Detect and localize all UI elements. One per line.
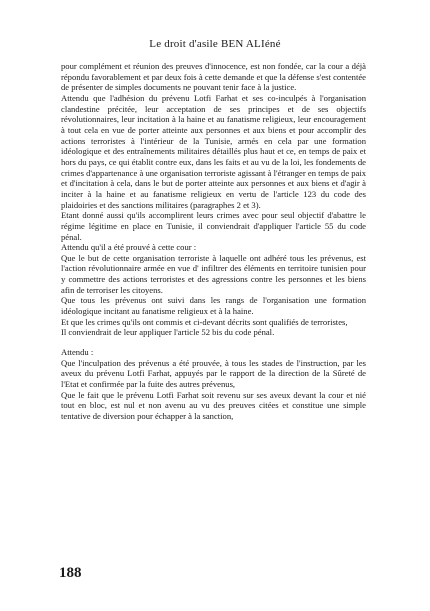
body-text (61, 61, 366, 422)
paragraph: Attendu qu'il a été prouvé à cette cour : (61, 242, 197, 253)
paragraph: Etant donné aussi qu'ils accomplirent leurs crimes avec pour seul objectif d'abattre le régime légitime en place en Tunisie, il conviendrait d'appliquer l'article 55 du code pénal. (61, 210, 366, 242)
paragraph: Attendu que l'adhésion du prévenu Lotfi Farhat et ses co-inculpés à l'organisation clandestine précitée, leur acceptation de ses principes et de ses objectifs révolutionnaires, leur incitation à la haine et au fanatisme religieux, leur encouragement à tout cela en vue de porter atteinte aux personnes et aux biens et pour accomplir des actions terroristes à l'intérieur de la Tunisie, armés en cela par une formation idéologique et des entraînements militaires détaillés plus haut et ce, en temps de paix et hors du pays, ce qui établit contre eux, dans les faits et au vu de la loi, les fondements de crimes d'appartenance à une organisation terroriste agissant à l'étranger en temps de paix et d'incitation à cela, dans le but de porter atteinte aux personnes et aux biens et d'agir à inciter à la haine et au fanatisme religieux en vertu de l'article 123 du code des plaidoiries et des sanctions militaires (paragraphes 2 et 3). (61, 92, 366, 210)
page-number: 188 (59, 565, 82, 581)
paragraph: pour complément et réunion des preuves d'innocence, est non fondée, car la cour a déjà répondu favorablement et par deux fois à cette demande et que la défense s'est contentée de présenter de simples documents ne pouvant tenir face à la justice. (61, 61, 366, 93)
paragraph: Que le but de cette organisation terroriste à laquelle ont adhéré tous les prévenus, est l'action révolutionnaire armée en vue d' infiltrer des éléments en territoire tunisien pour y commettre des actions terroristes et des agressions contre les personnes et les biens afin de terroriser les citoyens. (61, 252, 366, 295)
running-header: Le droit d'asile BEN ALIéné (149, 38, 281, 50)
paragraph: Que le fait que le prévenu Lotfi Farhat soit revenu sur ses aveux devant la cour et nié tout en bloc, est nul et non avenu au vu des preuves citées et constitue une simple tentative de diversion pour échapper à la sanction, (61, 389, 366, 421)
paragraph: Et que les crimes qu'ils ont commis et ci-devant décrits sont qualifiés de terroristes, (61, 316, 348, 327)
paragraph: Que tous les prévenus ont suivi dans les rangs de l'organisation une formation idéologique incitant au fanatisme religieux et à la haine. (61, 295, 366, 317)
paragraph: Attendu : (61, 347, 94, 358)
paragraph: Que l'inculpation des prévenus a été prouvée, à tous les stades de l'instruction, par les aveux du prévenu Lotfi Farhat, appuyés par le rapport de la direction de la Sûreté de l'Etat et confirmée par la fuite des autres prévenus, (61, 357, 366, 390)
paragraph-spacer (61, 338, 366, 347)
paragraph: Il conviendrait de leur appliquer l'article 52 bis du code pénal. (61, 327, 275, 338)
